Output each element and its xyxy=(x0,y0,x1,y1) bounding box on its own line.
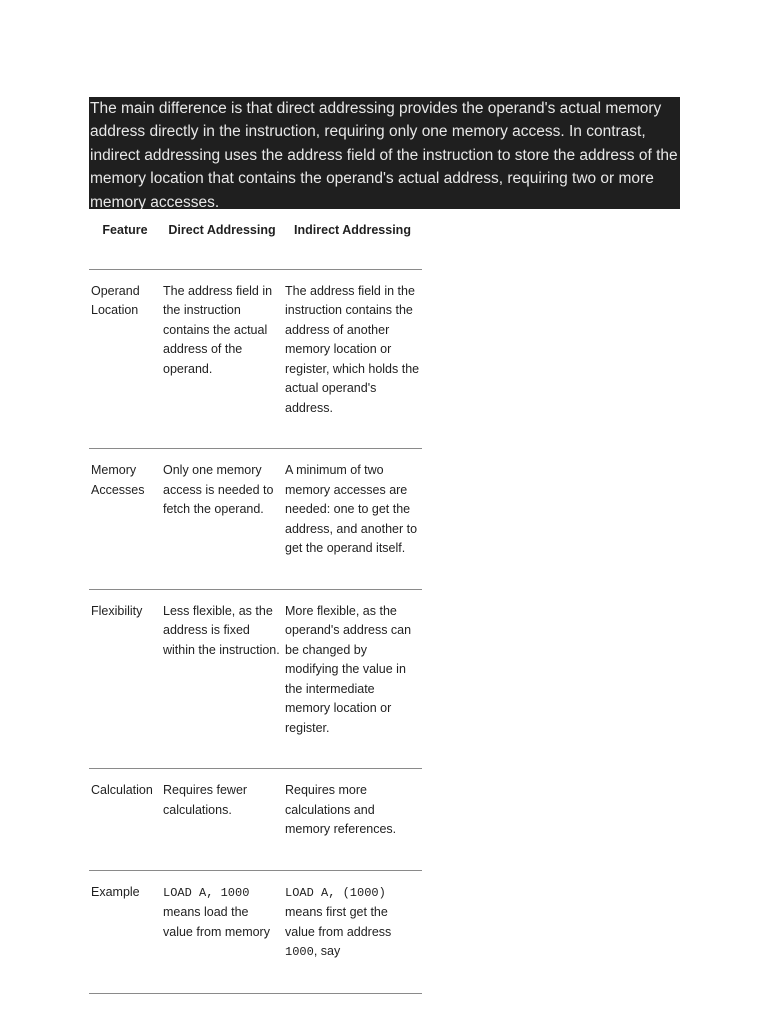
table-row xyxy=(89,269,422,449)
row-indirect-cell: The address field in the instruction contains the address of another memory location or register, which holds the actual operand's address. xyxy=(283,269,422,449)
row-direct-cell: Only one memory access is needed to fetch the operand. xyxy=(161,449,283,590)
row-feature-label: Operand Location xyxy=(89,269,161,449)
header-indirect-addressing: Indirect Addressing xyxy=(283,214,422,269)
row-direct-cell: Less flexible, as the address is fixed within the instruction. xyxy=(161,589,283,769)
intro-paragraph: The main difference is that direct addressing provides the operand's actual memory address directly in the instruction, requiring only one memory access. In contrast, indirect addressing uses the address field of the instruction to store the address of the memory location that contains the operand's actual address, requiring two or more memory accesses. xyxy=(89,97,680,209)
comparison-table xyxy=(89,214,422,994)
row-direct-cell: Requires fewer calculations. xyxy=(161,769,283,871)
table-row xyxy=(89,870,422,993)
row-feature-label: Example xyxy=(89,870,161,993)
direct-example-code: LOAD A, 1000 xyxy=(163,885,250,900)
header-direct-addressing: Direct Addressing xyxy=(161,214,283,269)
row-indirect-cell: Requires more calculations and memory references. xyxy=(283,769,422,871)
row-feature-label: Calculation xyxy=(89,769,161,871)
table-row xyxy=(89,449,422,590)
row-direct-cell: The address field in the instruction contains the actual address of the operand. xyxy=(161,269,283,449)
row-indirect-cell: A minimum of two memory accesses are needed: one to get the address, and another to get the operand itself. xyxy=(283,449,422,590)
indirect-example-text: means first get the value from address xyxy=(285,905,392,939)
indirect-example-address-code: 1000 xyxy=(285,945,314,959)
indirect-example-tail: , say xyxy=(313,944,341,958)
direct-example-text: means load the value from memory xyxy=(163,905,270,939)
table-row xyxy=(89,589,422,769)
indirect-example-code: LOAD A, (1000) xyxy=(285,885,386,900)
table-header-row xyxy=(89,214,422,269)
row-indirect-cell: More flexible, as the operand's address can be changed by modifying the value in the intermediate memory location or register. xyxy=(283,589,422,769)
row-indirect-cell xyxy=(283,870,422,993)
table-row xyxy=(89,769,422,871)
row-feature-label: Flexibility xyxy=(89,589,161,769)
row-direct-cell xyxy=(161,870,283,993)
row-feature-label: Memory Accesses xyxy=(89,449,161,590)
header-feature: Feature xyxy=(89,214,161,269)
